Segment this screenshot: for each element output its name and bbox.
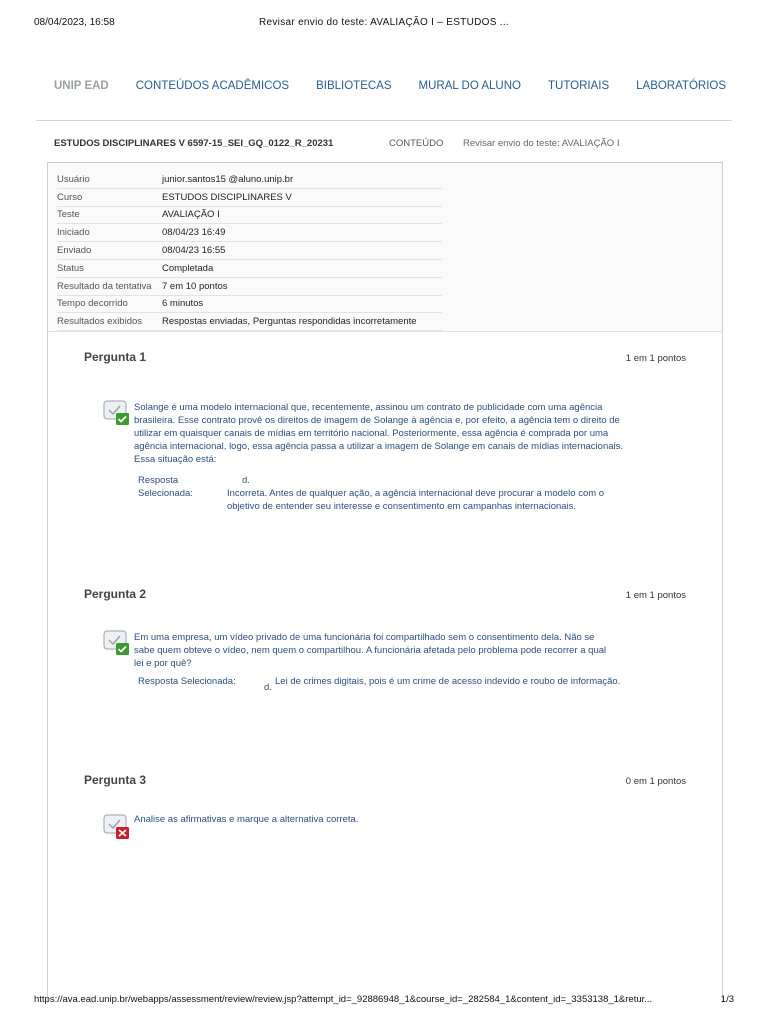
review-panel [47,162,723,1003]
question-text-line: Em uma empresa, um vídeo privado de uma funcionária foi compartilhado sem o consentimento dela. Não se [134,632,595,643]
nav-mural-do-aluno[interactable]: MURAL DO ALUNO [418,80,521,92]
info-value: 6 minutos [162,298,204,310]
info-row [57,171,442,189]
question-text-line: Essa situação está: [134,454,217,465]
question-title: Pergunta 1 [84,350,147,364]
nav-laboratorios[interactable]: LABORATÓRIOS [636,80,727,92]
print-header [34,17,734,31]
correct-answer-icon [103,630,131,656]
questions-area [48,331,722,1003]
top-navigation [48,80,732,98]
breadcrumb-content-link[interactable]: CONTEÚDO [389,138,444,149]
nav-bibliotecas[interactable]: BIBLIOTECAS [316,80,392,92]
question-title: Pergunta 3 [84,773,147,787]
selected-answer-label-line: Resposta [138,475,179,486]
info-value: 08/04/23 16:49 [162,227,226,239]
selected-answer-text [227,487,687,513]
question-text-line: Analise as afirmativas e marque a alternativa correta. [134,814,359,825]
info-value: AVALIAÇÃO I [162,209,220,221]
info-label: Resultados exibidos [57,316,143,328]
selected-answer-text: Lei de crimes digitais, pois é um crime de acesso indevido e roubo de informação. [275,676,621,687]
print-doc-title: Revisar envio do teste: AVALIAÇÃO I – ESTUDOS ... [259,17,509,28]
selected-answer-letter: d. [264,682,272,693]
info-value: ESTUDOS DISCIPLINARES V [162,191,292,203]
question-score: 0 em 1 pontos [625,776,686,787]
info-label: Tempo decorrido [57,298,128,310]
correct-answer-icon [103,400,131,426]
info-label: Usuário [57,173,90,185]
info-row [57,296,442,314]
question-text [134,401,694,466]
selected-answer-label [138,474,193,500]
info-label: Curso [57,191,83,203]
info-value: 7 em 10 pontos [162,280,228,292]
attempt-info-table [57,171,442,331]
selected-answer-label-line: Selecionada: [138,488,193,499]
question-text-line: brasileira. Esse contrato provê os direitos de imagem de Solange à agência e, por efeito, a agência tem o direito de [134,415,620,426]
breadcrumb-current-page: Revisar envio do teste: AVALIAÇÃO I [463,138,620,149]
question-score: 1 em 1 pontos [625,590,686,601]
info-row [57,313,442,331]
question-1 [84,350,686,520]
question-text-line: utilizar em quaisquer canais de mídias em território nacional. Posteriormente, essa agência é comprada por uma [134,428,609,439]
question-text-line: lei e por quê? [134,658,192,669]
question-score: 1 em 1 pontos [625,353,686,364]
print-url: https://ava.ead.unip.br/webapps/assessment/review/review.jsp?attempt_id=_92886948_1&course_id=_282584_1&content_id=_3353138_1&retur... [34,994,653,1005]
info-label: Status [57,262,84,274]
question-text-line: agência internacional, logo, essa agência passa a utilizar a imagem de Solange em canais de mídias internacionais. [134,441,624,452]
selected-answer-label: Resposta Selecionada: [138,676,236,687]
print-datetime: 08/04/2023, 16:58 [34,17,115,28]
question-text-line: Solange é uma modelo internacional que, recentemente, assinou um contrato de publicidade com uma agência [134,402,603,413]
question-text [134,813,694,826]
info-row [57,278,442,296]
nav-home-link[interactable]: UNIP EAD [53,80,109,92]
info-row [57,260,442,278]
question-3 [84,773,686,893]
info-value: Completada [162,262,214,274]
nav-divider [36,120,732,121]
info-label: Enviado [57,245,92,257]
info-value: junior.santos15 @aluno.unip.br [162,173,294,185]
info-row [57,207,442,225]
info-label: Teste [57,209,80,221]
selected-answer-line: objetivo de entender seu interesse e consentimento em campanhas internacionais. [227,501,577,512]
nav-conteudos-academicos[interactable]: CONTEÚDOS ACADÊMICOS [135,80,290,92]
info-row [57,242,442,260]
question-title: Pergunta 2 [84,587,147,601]
info-row [57,189,442,207]
print-page-number: 1/3 [720,994,734,1005]
nav-tutoriais[interactable]: TUTORIAIS [547,80,610,92]
info-row [57,224,442,242]
question-text [134,631,694,670]
info-value: Respostas enviadas, Perguntas respondidas incorretamente [162,316,417,328]
selected-answer-line: Incorreta. Antes de qualquer ação, a agência internacional deve procurar a modelo com o [227,488,605,499]
question-2 [84,587,686,717]
question-text-line: sabe quem obteve o vídeo, nem quem o compartilhou. A funcionária afetada pelo problema pode recorrer a qual [134,645,607,656]
selected-answer-letter: d. [242,475,250,486]
breadcrumb-course-link[interactable]: ESTUDOS DISCIPLINARES V 6597-15_SEI_GQ_0122_R_20231 [54,138,334,149]
incorrect-answer-icon [103,814,131,840]
info-label: Iniciado [57,227,90,239]
breadcrumb [54,138,728,152]
info-label: Resultado da tentativa [57,280,152,292]
info-value: 08/04/23 16:55 [162,245,226,257]
